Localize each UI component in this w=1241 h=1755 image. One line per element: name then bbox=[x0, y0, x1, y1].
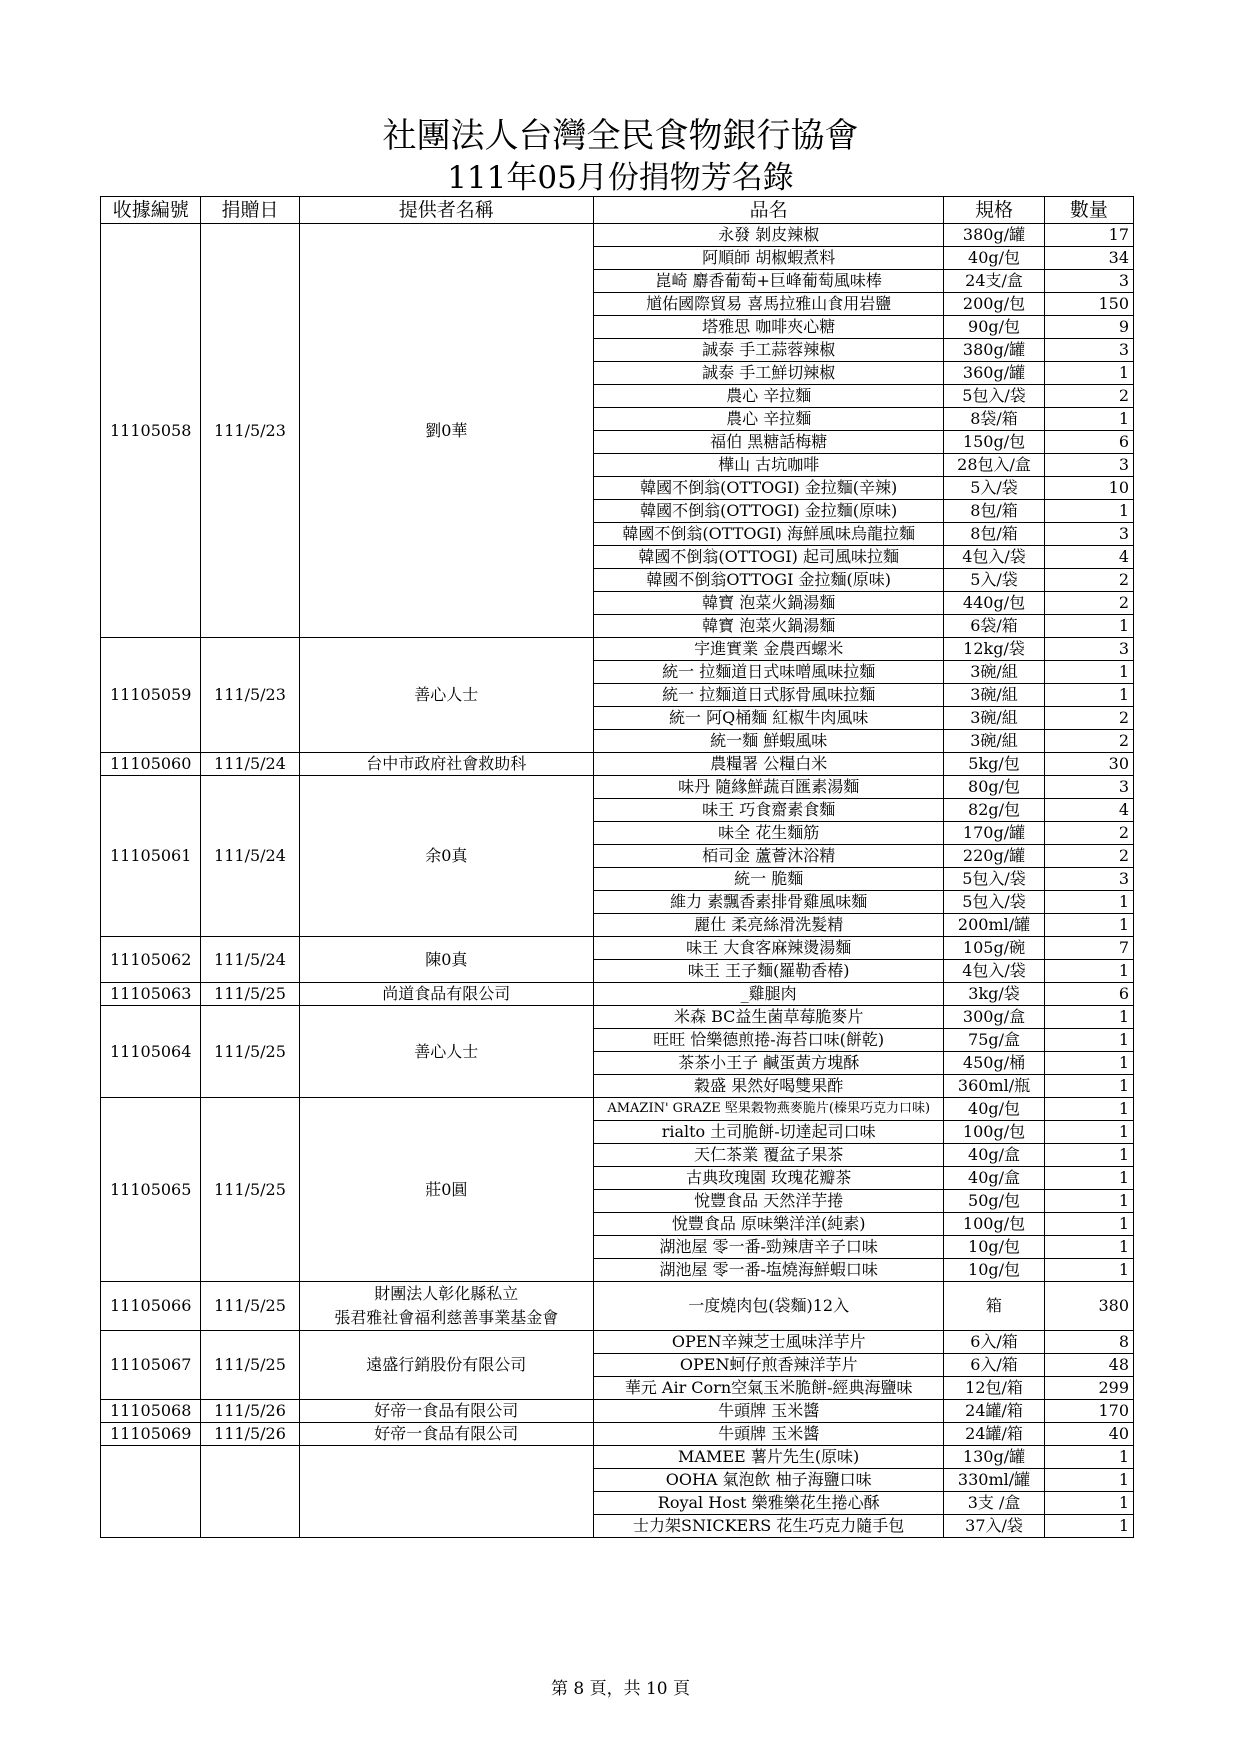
spec-cell: 330ml/罐 bbox=[944, 1469, 1044, 1492]
spec-cell: 150g/包 bbox=[944, 431, 1044, 454]
spec-cell: 6入/箱 bbox=[944, 1331, 1044, 1354]
table-row bbox=[101, 1400, 1134, 1423]
qty-cell: 3 bbox=[1044, 868, 1133, 891]
table-row bbox=[101, 1423, 1134, 1446]
spec-cell: 8袋/箱 bbox=[944, 408, 1044, 431]
spec-cell: 24罐/箱 bbox=[944, 1423, 1044, 1446]
spec-cell: 90g/包 bbox=[944, 316, 1044, 339]
item-name-cell: 樺山 古坑咖啡 bbox=[594, 454, 944, 477]
qty-cell: 4 bbox=[1044, 546, 1133, 569]
spec-cell: 3碗/組 bbox=[944, 730, 1044, 753]
item-name-cell: 韓寶 泡菜火鍋湯麵 bbox=[594, 592, 944, 615]
qty-cell: 1 bbox=[1044, 1029, 1133, 1052]
spec-cell: 75g/盒 bbox=[944, 1029, 1044, 1052]
spec-cell: 440g/包 bbox=[944, 592, 1044, 615]
item-name-cell: 湖池屋 零一番-塩燒海鮮蝦口味 bbox=[594, 1259, 944, 1282]
qty-cell: 40 bbox=[1044, 1423, 1133, 1446]
item-name-cell: Royal Host 樂雅樂花生捲心酥 bbox=[594, 1492, 944, 1515]
qty-cell: 2 bbox=[1044, 385, 1133, 408]
qty-cell: 3 bbox=[1044, 339, 1133, 362]
spec-cell: 3碗/組 bbox=[944, 684, 1044, 707]
table-row bbox=[101, 638, 1134, 661]
item-name-cell: 味丹 隨緣鮮蔬百匯素湯麵 bbox=[594, 776, 944, 799]
donor-cell: 好帝一食品有限公司 bbox=[299, 1400, 594, 1423]
receipt-cell: 11105064 bbox=[101, 1006, 201, 1098]
qty-cell: 1 bbox=[1044, 891, 1133, 914]
spec-cell: 8包/箱 bbox=[944, 500, 1044, 523]
qty-cell: 1 bbox=[1044, 1167, 1133, 1190]
spec-cell: 10g/包 bbox=[944, 1236, 1044, 1259]
qty-cell: 8 bbox=[1044, 1331, 1133, 1354]
donor-cell bbox=[299, 1446, 594, 1538]
spec-cell: 200ml/罐 bbox=[944, 914, 1044, 937]
qty-cell: 3 bbox=[1044, 776, 1133, 799]
spec-cell: 12kg/袋 bbox=[944, 638, 1044, 661]
header-spec: 規格 bbox=[944, 197, 1044, 224]
table-row bbox=[101, 1331, 1134, 1354]
receipt-cell: 11105066 bbox=[101, 1282, 201, 1331]
qty-cell: 1 bbox=[1044, 1190, 1133, 1213]
item-name-cell: 韓國不倒翁(OTTOGI) 金拉麵(原味) bbox=[594, 500, 944, 523]
spec-cell: 100g/包 bbox=[944, 1121, 1044, 1144]
item-name-cell: 維力 素飄香素排骨雞風味麵 bbox=[594, 891, 944, 914]
spec-cell: 5入/袋 bbox=[944, 569, 1044, 592]
qty-cell: 1 bbox=[1044, 960, 1133, 983]
item-name-cell: 韓國不倒翁(OTTOGI) 金拉麵(辛辣) bbox=[594, 477, 944, 500]
donor-cell: 尚道食品有限公司 bbox=[299, 983, 594, 1006]
spec-cell: 40g/包 bbox=[944, 1098, 1044, 1121]
header-qty: 數量 bbox=[1044, 197, 1133, 224]
item-name-cell: 悅豐食品 天然洋芋捲 bbox=[594, 1190, 944, 1213]
item-name-cell: 宇進實業 金農西螺米 bbox=[594, 638, 944, 661]
item-name-cell: _雞腿肉 bbox=[594, 983, 944, 1006]
item-name-cell: 崑崎 麝香葡萄+巨峰葡萄風味棒 bbox=[594, 270, 944, 293]
table-row bbox=[101, 776, 1134, 799]
receipt-cell bbox=[101, 1446, 201, 1538]
item-name-cell: 統一 阿Q桶麵 紅椒牛肉風味 bbox=[594, 707, 944, 730]
spec-cell: 40g/盒 bbox=[944, 1167, 1044, 1190]
table-row bbox=[101, 224, 1134, 247]
qty-cell: 1 bbox=[1044, 362, 1133, 385]
date-cell: 111/5/24 bbox=[201, 937, 299, 983]
document-title: 社團法人台灣全民食物銀行協會 bbox=[382, 116, 859, 156]
item-name-cell: 韓國不倒翁OTTOGI 金拉麵(原味) bbox=[594, 569, 944, 592]
qty-cell: 1 bbox=[1044, 1006, 1133, 1029]
qty-cell: 6 bbox=[1044, 431, 1133, 454]
table-row bbox=[101, 753, 1134, 776]
spec-cell: 50g/包 bbox=[944, 1190, 1044, 1213]
qty-cell: 3 bbox=[1044, 523, 1133, 546]
item-name-cell: 湖池屋 零一番-勁辣唐辛子口味 bbox=[594, 1236, 944, 1259]
spec-cell: 5包入/袋 bbox=[944, 891, 1044, 914]
qty-cell: 1 bbox=[1044, 1515, 1133, 1538]
item-name-cell: 天仁茶業 覆盆子果茶 bbox=[594, 1144, 944, 1167]
spec-cell: 380g/罐 bbox=[944, 224, 1044, 247]
qty-cell: 2 bbox=[1044, 592, 1133, 615]
spec-cell: 5包入/袋 bbox=[944, 868, 1044, 891]
item-name-cell: 農心 辛拉麵 bbox=[594, 385, 944, 408]
item-name-cell: 統一 脆麵 bbox=[594, 868, 944, 891]
table-row bbox=[101, 983, 1134, 1006]
qty-cell: 1 bbox=[1044, 1121, 1133, 1144]
qty-cell: 380 bbox=[1044, 1282, 1133, 1331]
item-name-cell: 一度燒肉包(袋麵)12入 bbox=[594, 1282, 944, 1331]
item-name-cell: 味王 巧食齋素食麵 bbox=[594, 799, 944, 822]
item-name-cell: 米森 BC益生菌草莓脆麥片 bbox=[594, 1006, 944, 1029]
date-cell bbox=[201, 1446, 299, 1538]
table-row bbox=[101, 1098, 1134, 1121]
spec-cell: 6袋/箱 bbox=[944, 615, 1044, 638]
qty-cell: 6 bbox=[1044, 983, 1133, 1006]
item-name-cell: 茶茶小王子 鹹蛋黃方塊酥 bbox=[594, 1052, 944, 1075]
spec-cell: 40g/盒 bbox=[944, 1144, 1044, 1167]
item-name-cell: OOHA 氣泡飲 柚子海鹽口味 bbox=[594, 1469, 944, 1492]
receipt-cell: 11105063 bbox=[101, 983, 201, 1006]
qty-cell: 17 bbox=[1044, 224, 1133, 247]
spec-cell: 3碗/組 bbox=[944, 707, 1044, 730]
item-name-cell: AMAZIN' GRAZE 堅果穀物燕麥脆片(榛果巧克力口味) bbox=[594, 1098, 944, 1121]
item-name-cell: 馗佑國際貿易 喜馬拉雅山食用岩鹽 bbox=[594, 293, 944, 316]
spec-cell: 130g/罐 bbox=[944, 1446, 1044, 1469]
date-cell: 111/5/25 bbox=[201, 1098, 299, 1282]
qty-cell: 9 bbox=[1044, 316, 1133, 339]
date-cell: 111/5/25 bbox=[201, 983, 299, 1006]
spec-cell: 80g/包 bbox=[944, 776, 1044, 799]
spec-cell: 82g/包 bbox=[944, 799, 1044, 822]
qty-cell: 1 bbox=[1044, 615, 1133, 638]
qty-cell: 1 bbox=[1044, 1213, 1133, 1236]
qty-cell: 1 bbox=[1044, 1098, 1133, 1121]
donor-cell: 財團法人彰化縣私立 張君雅社會福利慈善事業基金會 bbox=[299, 1282, 594, 1331]
spec-cell: 箱 bbox=[944, 1282, 1044, 1331]
receipt-cell: 11105060 bbox=[101, 753, 201, 776]
date-cell: 111/5/23 bbox=[201, 224, 299, 638]
spec-cell: 24支/盒 bbox=[944, 270, 1044, 293]
donor-cell: 善心人士 bbox=[299, 1006, 594, 1098]
spec-cell: 5kg/包 bbox=[944, 753, 1044, 776]
spec-cell: 3kg/袋 bbox=[944, 983, 1044, 1006]
spec-cell: 100g/包 bbox=[944, 1213, 1044, 1236]
qty-cell: 1 bbox=[1044, 1075, 1133, 1098]
item-name-cell: 味全 花生麵筋 bbox=[594, 822, 944, 845]
item-name-cell: 統一 拉麵道日式豚骨風味拉麵 bbox=[594, 684, 944, 707]
donor-cell: 好帝一食品有限公司 bbox=[299, 1423, 594, 1446]
qty-cell: 2 bbox=[1044, 730, 1133, 753]
donor-cell: 劉0華 bbox=[299, 224, 594, 638]
item-name-cell: OPEN辛辣芝士風味洋芋片 bbox=[594, 1331, 944, 1354]
qty-cell: 1 bbox=[1044, 408, 1133, 431]
item-name-cell: 統一 拉麵道日式味噌風味拉麵 bbox=[594, 661, 944, 684]
item-name-cell: 農心 辛拉麵 bbox=[594, 408, 944, 431]
header-date: 捐贈日 bbox=[201, 197, 299, 224]
qty-cell: 2 bbox=[1044, 569, 1133, 592]
spec-cell: 24罐/箱 bbox=[944, 1400, 1044, 1423]
item-name-cell: 麗仕 柔亮絲滑洗髮精 bbox=[594, 914, 944, 937]
qty-cell: 1 bbox=[1044, 684, 1133, 707]
item-name-cell: 悅豐食品 原味樂洋洋(純素) bbox=[594, 1213, 944, 1236]
donor-cell: 善心人士 bbox=[299, 638, 594, 753]
item-name-cell: 韓國不倒翁(OTTOGI) 海鮮風味烏龍拉麵 bbox=[594, 523, 944, 546]
table-row bbox=[101, 937, 1134, 960]
page-footer: 第 8 頁，共 10 頁 bbox=[550, 1679, 691, 1699]
qty-cell: 2 bbox=[1044, 707, 1133, 730]
item-name-cell: 塔雅思 咖啡夾心糖 bbox=[594, 316, 944, 339]
date-cell: 111/5/23 bbox=[201, 638, 299, 753]
spec-cell: 450g/桶 bbox=[944, 1052, 1044, 1075]
qty-cell: 48 bbox=[1044, 1354, 1133, 1377]
spec-cell: 28包入/盒 bbox=[944, 454, 1044, 477]
document-subtitle: 111年05月份捐物芳名錄 bbox=[447, 160, 794, 196]
qty-cell: 1 bbox=[1044, 1469, 1133, 1492]
date-cell: 111/5/26 bbox=[201, 1423, 299, 1446]
item-name-cell: 誠泰 手工鮮切辣椒 bbox=[594, 362, 944, 385]
spec-cell: 4包入/袋 bbox=[944, 546, 1044, 569]
item-name-cell: 牛頭牌 玉米醬 bbox=[594, 1400, 944, 1423]
qty-cell: 2 bbox=[1044, 822, 1133, 845]
spec-cell: 360g/罐 bbox=[944, 362, 1044, 385]
donor-cell: 台中市政府社會救助科 bbox=[299, 753, 594, 776]
spec-cell: 4包入/袋 bbox=[944, 960, 1044, 983]
item-name-cell: 華元 Air Corn空氣玉米脆餅-經典海鹽味 bbox=[594, 1377, 944, 1400]
donor-cell: 遠盛行銷股份有限公司 bbox=[299, 1331, 594, 1400]
date-cell: 111/5/25 bbox=[201, 1006, 299, 1098]
donor-cell: 莊0圓 bbox=[299, 1098, 594, 1282]
receipt-cell: 11105065 bbox=[101, 1098, 201, 1282]
qty-cell: 30 bbox=[1044, 753, 1133, 776]
item-name-cell: 旺旺 恰樂德煎捲-海苔口味(餅乾) bbox=[594, 1029, 944, 1052]
item-name-cell: 士力架SNICKERS 花生巧克力隨手包 bbox=[594, 1515, 944, 1538]
spec-cell: 40g/包 bbox=[944, 247, 1044, 270]
qty-cell: 1 bbox=[1044, 661, 1133, 684]
receipt-cell: 11105058 bbox=[101, 224, 201, 638]
header-item: 品名 bbox=[594, 197, 944, 224]
qty-cell: 7 bbox=[1044, 937, 1133, 960]
item-name-cell: MAMEE 薯片先生(原味) bbox=[594, 1446, 944, 1469]
date-cell: 111/5/25 bbox=[201, 1331, 299, 1400]
spec-cell: 5入/袋 bbox=[944, 477, 1044, 500]
qty-cell: 299 bbox=[1044, 1377, 1133, 1400]
spec-cell: 12包/箱 bbox=[944, 1377, 1044, 1400]
table-row bbox=[101, 1282, 1134, 1331]
receipt-cell: 11105067 bbox=[101, 1331, 201, 1400]
date-cell: 111/5/24 bbox=[201, 753, 299, 776]
spec-cell: 37入/袋 bbox=[944, 1515, 1044, 1538]
qty-cell: 1 bbox=[1044, 500, 1133, 523]
receipt-cell: 11105061 bbox=[101, 776, 201, 937]
qty-cell: 1 bbox=[1044, 1446, 1133, 1469]
spec-cell: 8包/箱 bbox=[944, 523, 1044, 546]
qty-cell: 10 bbox=[1044, 477, 1133, 500]
qty-cell: 1 bbox=[1044, 1492, 1133, 1515]
item-name-cell: 農糧署 公糧白米 bbox=[594, 753, 944, 776]
receipt-cell: 11105069 bbox=[101, 1423, 201, 1446]
qty-cell: 1 bbox=[1044, 1144, 1133, 1167]
receipt-cell: 11105068 bbox=[101, 1400, 201, 1423]
date-cell: 111/5/25 bbox=[201, 1282, 299, 1331]
qty-cell: 3 bbox=[1044, 638, 1133, 661]
date-cell: 111/5/26 bbox=[201, 1400, 299, 1423]
table-body bbox=[101, 224, 1134, 1538]
item-name-cell: 栢司金 蘆薈沐浴精 bbox=[594, 845, 944, 868]
spec-cell: 5包入/袋 bbox=[944, 385, 1044, 408]
receipt-cell: 11105062 bbox=[101, 937, 201, 983]
spec-cell: 6入/箱 bbox=[944, 1354, 1044, 1377]
header-donor: 提供者名稱 bbox=[299, 197, 594, 224]
spec-cell: 200g/包 bbox=[944, 293, 1044, 316]
spec-cell: 380g/罐 bbox=[944, 339, 1044, 362]
header-receipt: 收據編號 bbox=[101, 197, 201, 224]
item-name-cell: 穀盛 果然好喝雙果酢 bbox=[594, 1075, 944, 1098]
item-name-cell: 誠泰 手工蒜蓉辣椒 bbox=[594, 339, 944, 362]
qty-cell: 3 bbox=[1044, 270, 1133, 293]
table-row bbox=[101, 1446, 1134, 1469]
spec-cell: 170g/罐 bbox=[944, 822, 1044, 845]
qty-cell: 170 bbox=[1044, 1400, 1133, 1423]
spec-cell: 10g/包 bbox=[944, 1259, 1044, 1282]
item-name-cell: 味王 大食客麻辣燙湯麵 bbox=[594, 937, 944, 960]
item-name-cell: rialto 土司脆餅-切達起司口味 bbox=[594, 1121, 944, 1144]
donation-table bbox=[100, 196, 1134, 1538]
spec-cell: 360ml/瓶 bbox=[944, 1075, 1044, 1098]
qty-cell: 150 bbox=[1044, 293, 1133, 316]
item-name-cell: 阿順師 胡椒蝦煮料 bbox=[594, 247, 944, 270]
qty-cell: 1 bbox=[1044, 1236, 1133, 1259]
item-name-cell: 永發 剝皮辣椒 bbox=[594, 224, 944, 247]
item-name-cell: 牛頭牌 玉米醬 bbox=[594, 1423, 944, 1446]
spec-cell: 3碗/組 bbox=[944, 661, 1044, 684]
item-name-cell: 味王 王子麵(羅勒香椿) bbox=[594, 960, 944, 983]
spec-cell: 3支 /盒 bbox=[944, 1492, 1044, 1515]
item-name-cell: 韓國不倒翁(OTTOGI) 起司風味拉麵 bbox=[594, 546, 944, 569]
date-cell: 111/5/24 bbox=[201, 776, 299, 937]
receipt-cell: 11105059 bbox=[101, 638, 201, 753]
item-name-cell: 統一麵 鮮蝦風味 bbox=[594, 730, 944, 753]
item-name-cell: 古典玫瑰園 玫瑰花瓣茶 bbox=[594, 1167, 944, 1190]
spec-cell: 220g/罐 bbox=[944, 845, 1044, 868]
qty-cell: 3 bbox=[1044, 454, 1133, 477]
spec-cell: 105g/碗 bbox=[944, 937, 1044, 960]
qty-cell: 34 bbox=[1044, 247, 1133, 270]
qty-cell: 4 bbox=[1044, 799, 1133, 822]
item-name-cell: 韓寶 泡菜火鍋湯麵 bbox=[594, 615, 944, 638]
qty-cell: 2 bbox=[1044, 845, 1133, 868]
donor-cell: 陳0真 bbox=[299, 937, 594, 983]
table-header-row bbox=[101, 197, 1134, 224]
donor-cell: 余0真 bbox=[299, 776, 594, 937]
item-name-cell: 福伯 黑糖話梅糖 bbox=[594, 431, 944, 454]
spec-cell: 300g/盒 bbox=[944, 1006, 1044, 1029]
qty-cell: 1 bbox=[1044, 1052, 1133, 1075]
table-row bbox=[101, 1006, 1134, 1029]
qty-cell: 1 bbox=[1044, 1259, 1133, 1282]
qty-cell: 1 bbox=[1044, 914, 1133, 937]
item-name-cell: OPEN蚵仔煎香辣洋芋片 bbox=[594, 1354, 944, 1377]
